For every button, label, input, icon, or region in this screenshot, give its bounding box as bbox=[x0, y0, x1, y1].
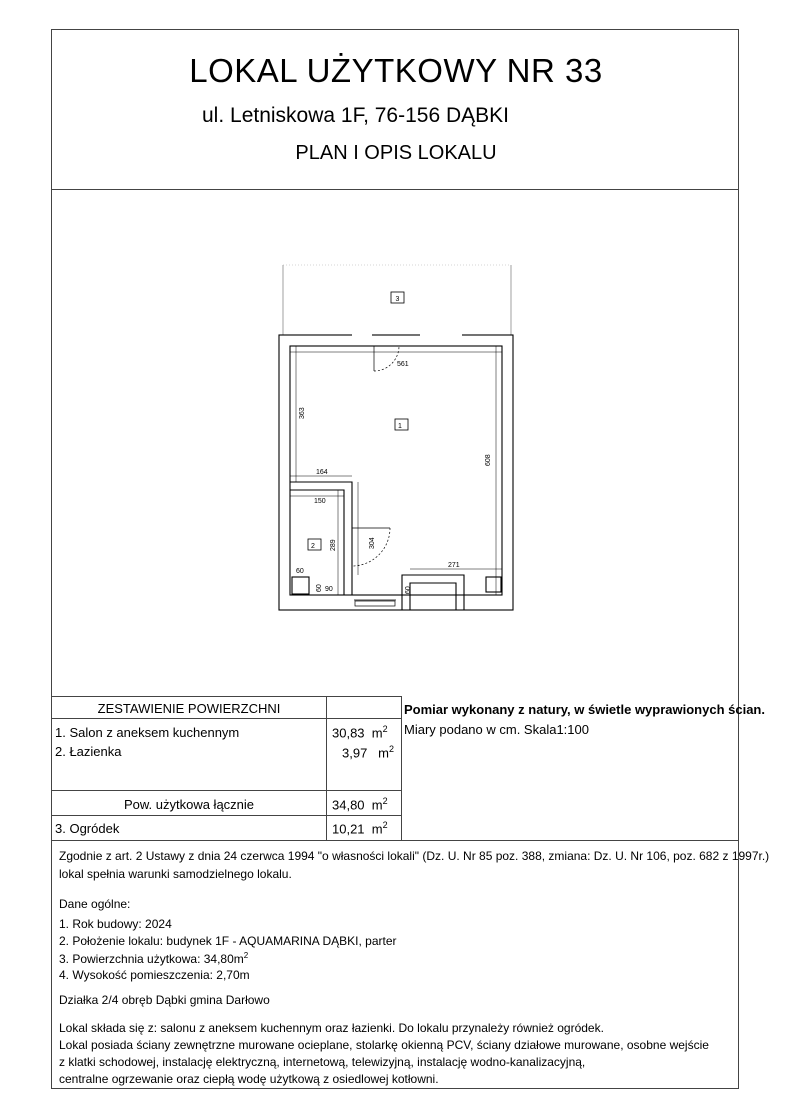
dim-289: 289 bbox=[330, 539, 337, 551]
area-summary-table bbox=[52, 696, 402, 841]
dim-90: 90 bbox=[325, 586, 333, 593]
garden-name: 3. Ogródek bbox=[55, 821, 120, 836]
general-heading: Dane ogólne: bbox=[59, 897, 131, 911]
document-title: LOKAL UŻYTKOWY NR 33 bbox=[189, 52, 603, 89]
dim-150: 150 bbox=[314, 498, 326, 505]
room-label-garden: 3 bbox=[395, 296, 400, 303]
description-line-2: Lokal posiada ściany zewnętrzne murowane ocieplane, stolarkę okienną PCV, ściany działowe murowane, osobne wejście bbox=[59, 1038, 709, 1052]
dim-height-right: 608 bbox=[485, 454, 492, 466]
legal-line-1: Zgodnie z art. 2 Ustawy z dnia 24 czerwca 1994 "o własności lokali" (Dz. U. Nr 85 poz. 388, zmiana: Dz. U. Nr 106, poz. 682 z 1997r.) bbox=[59, 849, 770, 863]
dim-304: 304 bbox=[369, 537, 376, 549]
garden-area bbox=[283, 265, 511, 335]
table-header: ZESTAWIENIE POWIERZCHNI bbox=[97, 701, 281, 716]
general-item-1: 1. Rok budowy: 2024 bbox=[59, 917, 172, 931]
address: ul. Letniskowa 1F, 76-156 DĄBKI bbox=[202, 104, 510, 127]
row-bathroom-name: 2. Łazienka bbox=[55, 744, 122, 759]
plot-info: Działka 2/4 obręb Dąbki gmina Darłowo bbox=[59, 993, 270, 1007]
garden-value: 10,21 $m^2$ bbox=[332, 820, 388, 837]
dimension-labels bbox=[296, 361, 492, 594]
description-line-4: centralne ogrzewanie oraz ciepłą wodę użytkową z osiedlowej kotłowni. bbox=[59, 1072, 439, 1086]
total-name: Pow. użytkowa łącznie bbox=[123, 797, 255, 812]
row-salon-name: 1. Salon z aneksem kuchennym bbox=[55, 725, 240, 740]
document-frame bbox=[51, 29, 770, 1089]
floor-plan bbox=[52, 30, 740, 690]
dim-60-c: 60 bbox=[405, 586, 412, 594]
measurement-note: Pomiar wykonany z natury, w świetle wyprawionych ścian. Miary podano w cm. Skala1:100 bbox=[404, 702, 765, 737]
row-bathroom-value: 3,97 $m^2$ bbox=[342, 744, 395, 761]
description-section bbox=[52, 840, 770, 1086]
dim-60-a: 60 bbox=[296, 568, 304, 575]
document-subtitle: PLAN I OPIS LOKALU bbox=[295, 142, 497, 164]
legal-line-2: lokal spełnia warunki samodzielnego lokalu. bbox=[59, 867, 292, 881]
doors bbox=[352, 346, 399, 606]
dim-271: 271 bbox=[448, 562, 460, 569]
dim-width: 561 bbox=[397, 361, 409, 368]
row-salon-value: 30,83 $m^2$ bbox=[332, 724, 388, 741]
general-item-4: 4. Wysokość pomieszczenia: 2,70m bbox=[59, 968, 250, 982]
total-value: 34,80 $m^2$ bbox=[332, 796, 388, 813]
general-item-3: 3. Powierzchnia użytkowa: $34,80m^2$ bbox=[59, 951, 249, 966]
dim-60-b: 60 bbox=[316, 584, 323, 592]
dim-164: 164 bbox=[316, 469, 328, 476]
description-line-1: Lokal składa się z: salonu z aneksem kuchennym oraz łazienki. Do lokalu przynależy również ogródek. bbox=[59, 1021, 604, 1035]
description-line-3: z klatki schodowej, instalację elektryczną, internetową, telewizyjną, instalację wodno-kanalizacyjną, bbox=[59, 1055, 586, 1069]
dim-height-left: 363 bbox=[299, 407, 306, 419]
general-item-2: 2. Położenie lokalu: budynek 1F - AQUAMARINA DĄBKI, parter bbox=[59, 934, 397, 948]
room-label-bathroom: 2 bbox=[311, 543, 315, 550]
room-label-salon: 1 bbox=[398, 423, 402, 430]
